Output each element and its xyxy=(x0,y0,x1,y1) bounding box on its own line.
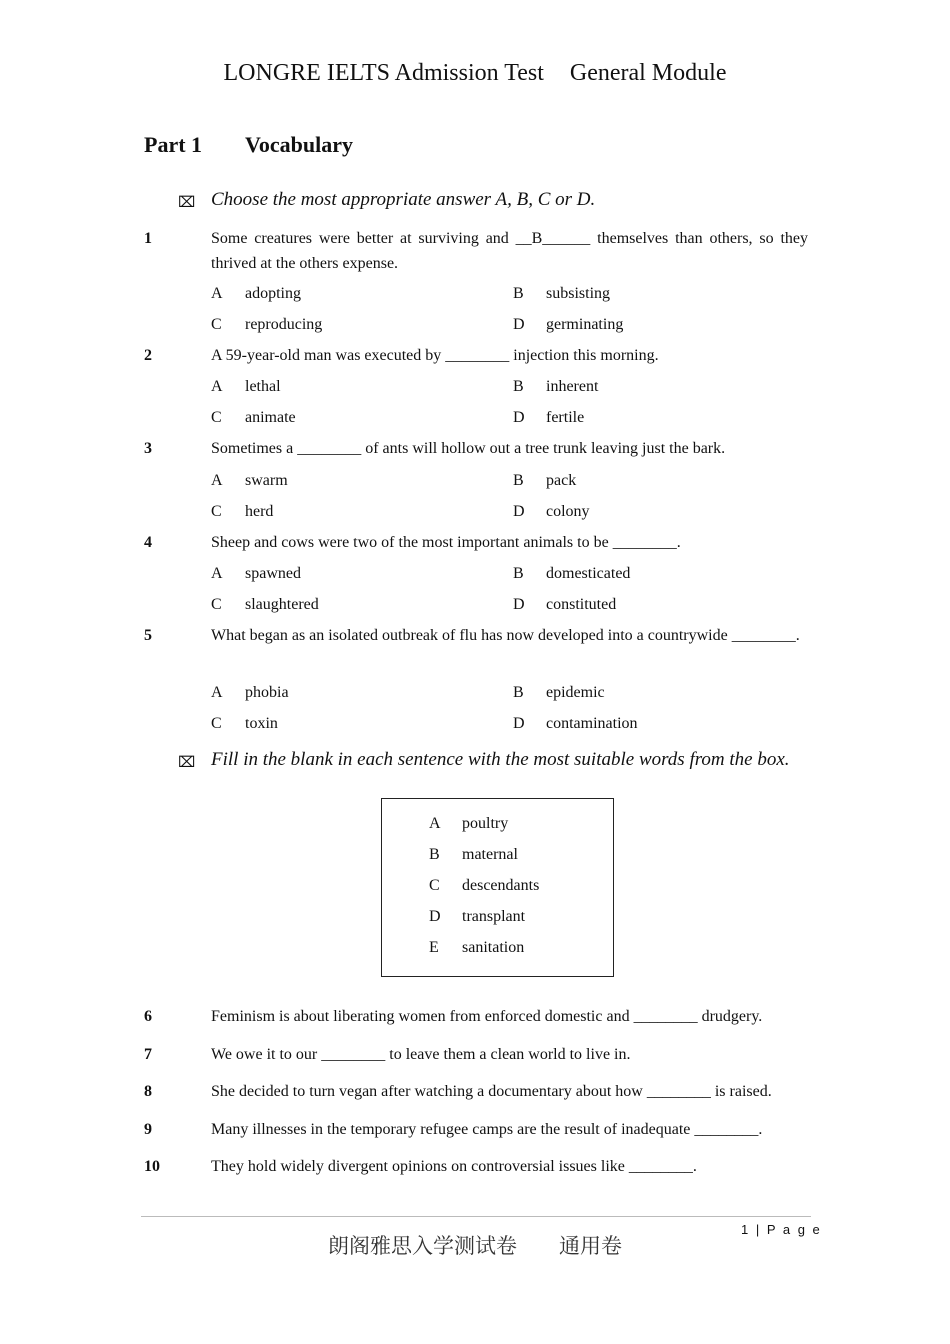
option-text: fertile xyxy=(546,409,585,426)
question-text: A 59-year-old man was executed by ________ injection this morning. xyxy=(211,347,659,364)
option-text: contamination xyxy=(546,715,638,732)
footer-title-left: 朗阁雅思入学测试卷 xyxy=(328,1234,517,1258)
option-text: toxin xyxy=(245,715,278,732)
bullet-icon: ⌧ xyxy=(178,195,196,211)
option-text: inherent xyxy=(546,378,599,395)
part-name: Vocabulary xyxy=(245,132,353,157)
question-text: Sometimes a ________ of ants will hollow out a tree trunk leaving just the bark. xyxy=(211,440,726,457)
option-letter: C xyxy=(211,316,222,333)
question-number: 4 xyxy=(144,534,152,551)
question-text: We owe it to our ________ to leave them a clean world to live in. xyxy=(211,1046,631,1063)
footer-title xyxy=(0,1230,950,1260)
header-title-right: General Module xyxy=(569,60,727,86)
option-text: swarm xyxy=(245,472,288,489)
option-text: colony xyxy=(546,503,590,520)
option-letter: B xyxy=(513,565,524,582)
box-letter: E xyxy=(429,939,439,956)
question-number: 10 xyxy=(144,1158,160,1175)
question-number: 2 xyxy=(144,347,152,364)
option-letter: D xyxy=(513,596,525,613)
box-word: transplant xyxy=(462,908,526,925)
option-text: germinating xyxy=(546,316,624,333)
option-text: reproducing xyxy=(245,316,323,333)
question-text: Some creatures were better at surviving and __B______ themselves than others, so they thrived at the others expense. xyxy=(211,230,808,272)
option-text: phobia xyxy=(245,684,289,701)
question-number: 1 xyxy=(144,230,152,247)
option-text: adopting xyxy=(245,285,301,302)
option-text: spawned xyxy=(245,565,301,582)
question-text: They hold widely divergent opinions on controversial issues like ________. xyxy=(211,1158,697,1175)
box-letter: D xyxy=(429,908,441,925)
question-text: Sheep and cows were two of the most important animals to be ________. xyxy=(211,534,681,551)
option-text: lethal xyxy=(245,378,281,395)
box-word: poultry xyxy=(462,815,509,832)
question-number: 5 xyxy=(144,627,152,644)
option-text: animate xyxy=(245,409,296,426)
option-letter: C xyxy=(211,596,222,613)
question-number: 6 xyxy=(144,1008,152,1025)
question-number: 9 xyxy=(144,1121,152,1138)
page-number: 1 | P a g e xyxy=(741,1222,822,1237)
option-letter: D xyxy=(513,715,525,732)
part-label: Part 1 xyxy=(144,132,203,157)
option-letter: B xyxy=(513,378,524,395)
box-letter: B xyxy=(429,846,440,863)
option-letter: D xyxy=(513,409,525,426)
option-text: pack xyxy=(546,472,577,489)
option-letter: C xyxy=(211,503,222,520)
option-letter: B xyxy=(513,472,524,489)
option-letter: A xyxy=(211,378,223,395)
option-letter: A xyxy=(211,472,223,489)
option-letter: A xyxy=(211,285,223,302)
option-letter: C xyxy=(211,409,222,426)
option-letter: C xyxy=(211,715,222,732)
option-text: epidemic xyxy=(546,684,605,701)
question-number: 3 xyxy=(144,440,152,457)
option-letter: D xyxy=(513,316,525,333)
footer-title-right: 通用卷 xyxy=(559,1234,622,1258)
option-text: herd xyxy=(245,503,274,520)
question-number: 7 xyxy=(144,1046,152,1063)
header-title-left: LONGRE IELTS Admission Test xyxy=(223,60,544,86)
option-text: slaughtered xyxy=(245,596,319,613)
option-letter: B xyxy=(513,285,524,302)
option-text: subsisting xyxy=(546,285,611,302)
question-number: 8 xyxy=(144,1083,152,1100)
footer-divider xyxy=(141,1216,811,1217)
section2-instruction: Fill in the blank in each sentence with the most suitable words from the box. xyxy=(211,749,790,770)
option-letter: A xyxy=(211,684,223,701)
bullet-icon: ⌧ xyxy=(178,755,196,771)
option-text: constituted xyxy=(546,596,617,613)
option-letter: A xyxy=(211,565,223,582)
box-word: maternal xyxy=(462,846,518,863)
option-text: domesticated xyxy=(546,565,631,582)
option-letter: D xyxy=(513,503,525,520)
question-text: What began as an isolated outbreak of flu has now developed into a countrywide ________. xyxy=(211,627,800,644)
question-text: Many illnesses in the temporary refugee camps are the result of inadequate ________. xyxy=(211,1121,763,1138)
page-header-title xyxy=(0,60,950,87)
option-letter: B xyxy=(513,684,524,701)
section1-instruction: Choose the most appropriate answer A, B, C or D. xyxy=(211,189,596,210)
box-letter: A xyxy=(429,815,441,832)
box-letter: C xyxy=(429,877,440,894)
box-word: descendants xyxy=(462,877,540,894)
question-text: She decided to turn vegan after watching a documentary about how ________ is raised. xyxy=(211,1083,772,1100)
question-text: Feminism is about liberating women from enforced domestic and ________ drudgery. xyxy=(211,1008,763,1025)
box-word: sanitation xyxy=(462,939,525,956)
